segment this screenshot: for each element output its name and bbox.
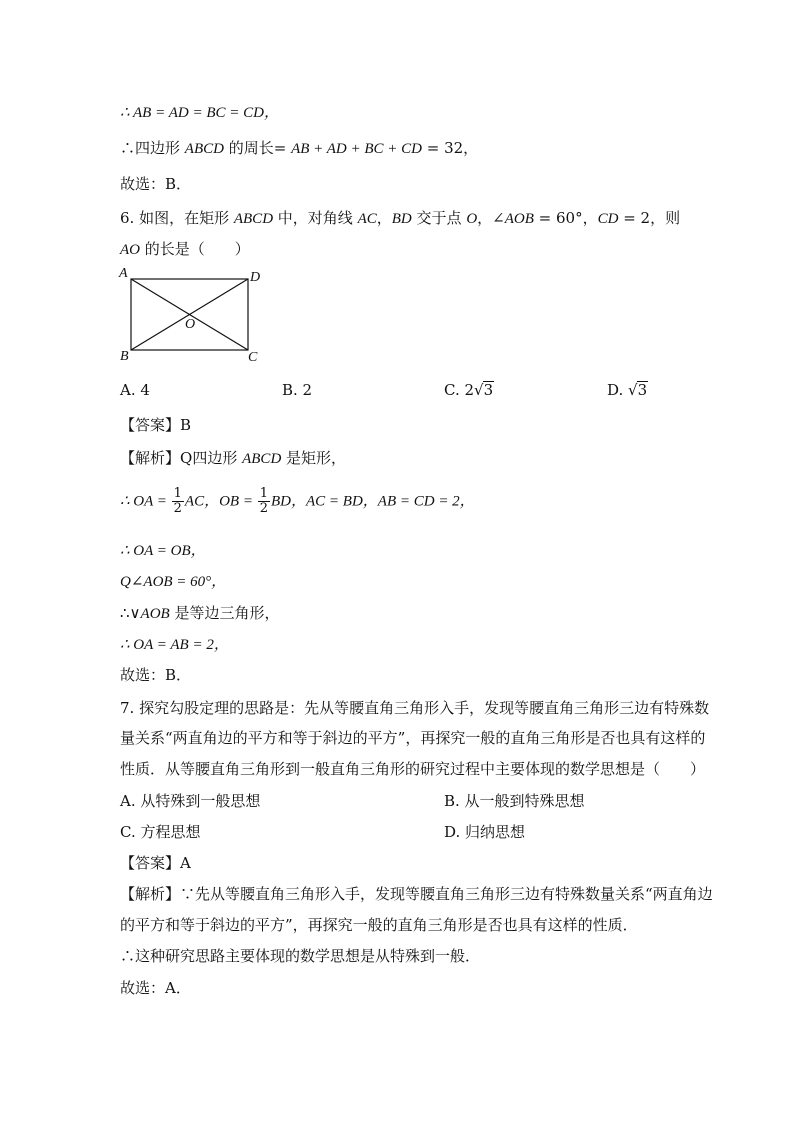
math-fragment: ABCD [242,451,282,467]
text-fragment: = 60°， [533,209,598,227]
question-7-stem-line1: 7. 探究勾股定理的思路是：先从等腰直角三角形入手，发现等腰直角三角形三边有特殊数 [120,699,710,717]
denominator: 2 [173,501,182,516]
text-fragment: 的周长= [223,139,292,157]
q7-analysis-line-1: 【解析】∵先从等腰直角三角形入手，发现等腰直角三角形三边有特殊数量关系“两直角边 [120,885,713,903]
numerator: 1 [259,486,268,501]
option-d [607,379,648,401]
q7-option-b: B. 从一般到特殊思想 [444,792,585,810]
question-7-stem-line2: 量关系“两直角边的平方和等于斜边的平方”，再探究一般的直角三角形是否也具有这样的 [120,729,706,747]
vertex-label-b: B [120,349,129,364]
vertex-label-d: D [250,270,261,285]
math-fragment: BD，AC = BD，AB = CD = 2， [271,493,475,510]
question-6-answer: 【答案】B [120,416,192,434]
because-symbol: Q [180,449,193,467]
analysis-line-6 [120,633,229,656]
math-fragment: ABCD [233,211,274,227]
vertex-label-c: C [248,350,258,365]
q7-option-a: A. 从特殊到一般思想 [120,792,261,810]
math-fragment: ABCD [184,141,224,157]
solution-line-equal-sides [120,101,279,124]
option-a: A. 4 [120,381,150,399]
question-7-stem-line3: 性质．从等腰直角三角形到一般直角三角形的研究过程中主要体现的数学思想是（ ） [120,760,706,778]
denominator: 2 [259,501,268,516]
text-fragment: 交于点 [411,209,467,227]
rectangle-figure [112,262,272,368]
text-fragment: C. 2 [444,381,475,399]
text-fragment: 6. 如图，在矩形 [120,209,234,227]
math-fragment: ∴ OA = OB， [120,543,206,559]
math-fragment: AC [357,211,377,227]
sqrt-icon: √ [474,381,484,399]
equation-text: ∴ AB = AD = BC = CD， [120,105,279,121]
q7-analysis-choice: 故选：A． [120,979,191,997]
math-fragment: O [466,211,478,227]
math-fragment: BD [391,211,412,227]
option-b: B. 2 [282,381,313,399]
analysis-line-1 [120,447,346,470]
text-fragment: 中，对角线 [273,209,358,227]
text-fragment: 的长是（ ） [140,240,250,258]
text-fragment: ，∠ [477,209,505,227]
math-fragment: AOB [140,606,170,622]
math-fragment: ∴ OA = AB = 2， [120,637,229,653]
vertex-label-a: A [119,266,128,281]
math-fragment: ∴ OA = [120,493,171,510]
q7-option-c: C. 方程思想 [120,823,201,841]
radicand: 3 [483,381,494,399]
analysis-line-2 [120,487,475,516]
text-fragment: = 2，则 [618,209,681,227]
text-fragment: D. [607,381,629,399]
q7-analysis-line-2: 的平方和等于斜边的平方”，再探究一般的直角三角形是否也具有这样的性质． [120,916,638,934]
math-fragment: Q∠AOB = 60°， [120,574,227,590]
solution-line-perimeter [120,137,478,160]
analysis-choice: 故选：B． [120,666,192,684]
analysis-line-4 [120,570,226,593]
question-6-stem-line1 [120,207,680,230]
text-fragment: ， [376,209,392,227]
math-fragment: AC，OB = [184,493,257,510]
analysis-line-5 [120,602,279,625]
text-fragment: 是等边三角形， [169,604,280,622]
question-6-stem-line2 [120,238,250,261]
option-c [444,379,494,401]
numerator: 1 [173,486,182,501]
question-7-answer: 【答案】A [120,854,191,872]
q7-option-d: D. 归纳思想 [444,823,526,841]
text-fragment: ∴四边形 [120,139,185,157]
analysis-line-3 [120,539,206,562]
math-fragment: AOB [504,211,534,227]
fraction-one-half [258,487,270,516]
text-fragment: 四边形 [192,449,243,467]
text-fragment: ∴∨ [120,604,141,622]
math-fragment: AB + AD + BC + CD [291,141,422,157]
center-label-o: O [185,317,196,332]
q7-analysis-line-3: ∴这种研究思路主要体现的数学思想是从特殊到一般． [120,947,481,965]
radicand: 3 [637,381,648,399]
analysis-heading: 【解析】 [120,449,181,467]
fraction-one-half [172,487,184,516]
sqrt-icon: √ [628,381,638,399]
text-fragment: 是矩形， [281,449,347,467]
text-fragment: = 32， [421,139,479,157]
math-fragment: AO [120,242,140,258]
math-fragment: CD [597,211,619,227]
solution-choice-line: 故选：B． [120,175,192,193]
